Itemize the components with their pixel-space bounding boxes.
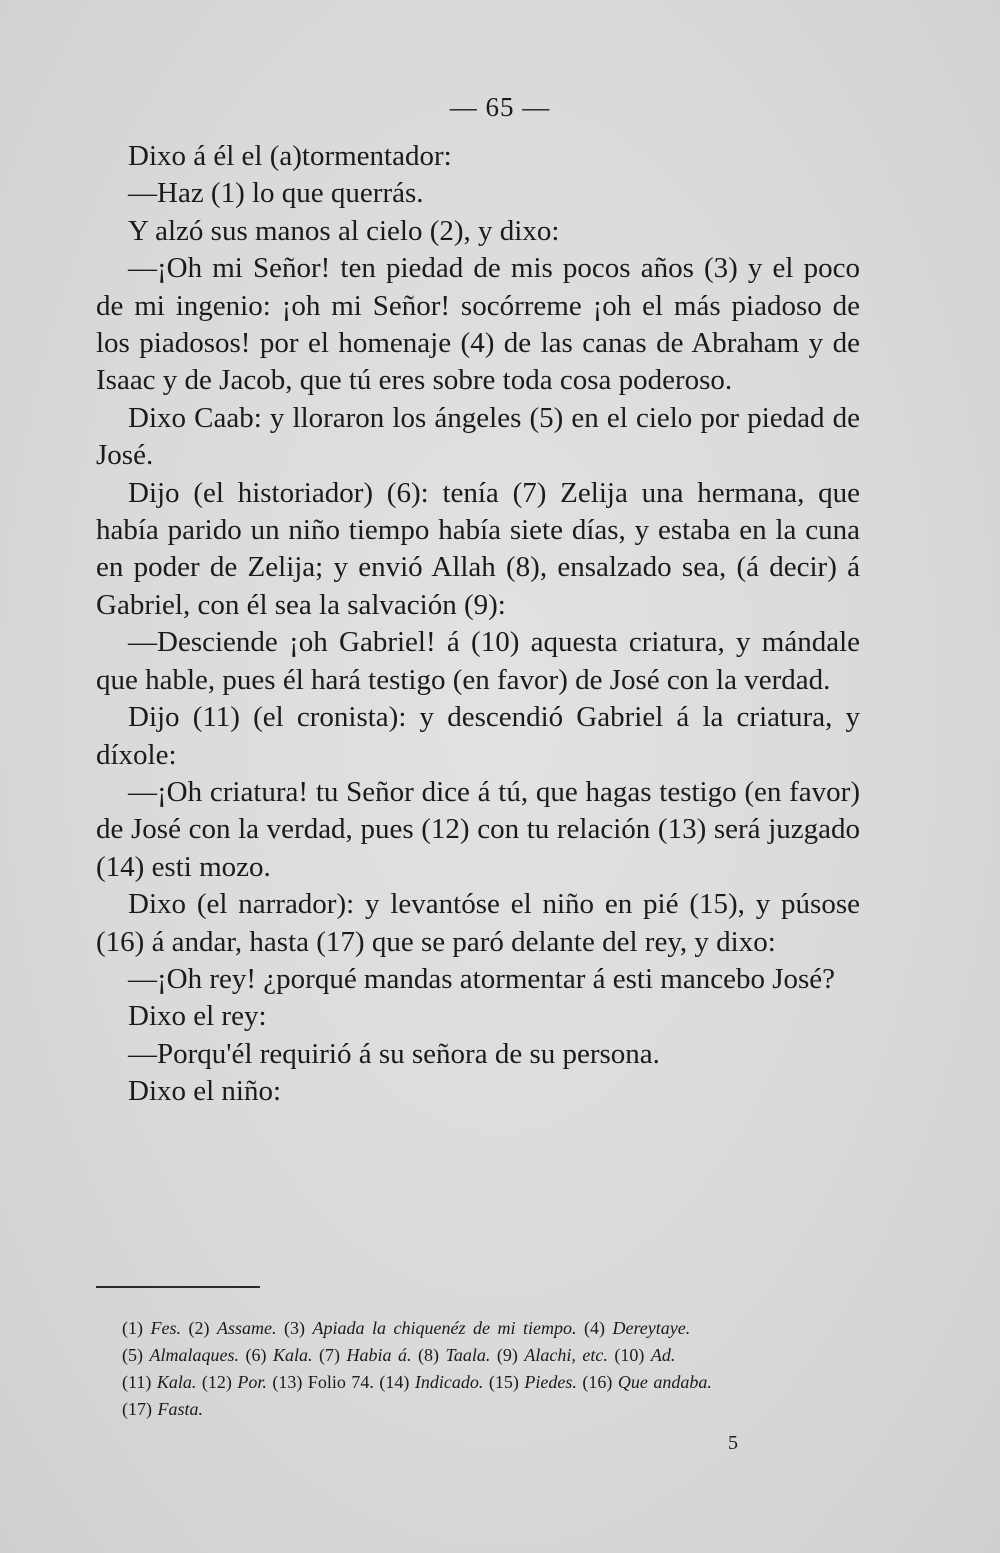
paragraph: —¡Oh rey! ¿porqué mandas atormentar á esti mancebo José? — [128, 962, 836, 995]
footnote-number: (16) — [582, 1372, 613, 1392]
footnote-text: Piedes. — [524, 1372, 577, 1392]
footnote-number: (7) — [319, 1345, 341, 1365]
footnote — [582, 1372, 712, 1392]
footnote — [246, 1345, 313, 1365]
footnote-number: (5) — [122, 1345, 143, 1365]
footnote-number: (1) — [122, 1318, 143, 1338]
footnote-text: Kala. — [273, 1345, 313, 1365]
paragraph: Dixo (el narrador): y levantóse el niño en pié (15), y púsose (16) á andar, hasta (17) que se paró delante del rey, y dixo: — [96, 888, 860, 958]
paragraph: —¡Oh criatura! tu Señor dice á tú, que hagas testigo (en favor) de José con la verdad, pues (12) con tu relación (13) será juzgado (14) esti mozo. — [96, 775, 860, 883]
footnote-number: (2) — [188, 1318, 210, 1338]
paragraph: —Porqu'él requirió á su señora de su persona. — [128, 1037, 660, 1070]
footnotes — [122, 1315, 864, 1423]
footnote — [418, 1345, 490, 1365]
footnote — [189, 1318, 277, 1338]
footnote-text: Fasta. — [157, 1399, 204, 1419]
footnote — [489, 1372, 577, 1392]
footnote-text: Taala. — [445, 1345, 491, 1365]
footnote-text: Por. — [237, 1372, 267, 1392]
footnote-text: Almalaques. — [149, 1345, 239, 1365]
paragraph: Dijo (11) (el cronista): y descendió Gabriel á la criatura, y díxole: — [96, 701, 860, 771]
footnote — [284, 1318, 576, 1338]
footnote-line — [122, 1396, 864, 1423]
footnote-number: (3) — [284, 1318, 305, 1338]
footnote-text: Que andaba. — [617, 1372, 712, 1392]
footnote — [122, 1318, 181, 1338]
footnote-number: (17) — [122, 1399, 152, 1419]
paragraph: Dixo el rey: — [128, 1000, 267, 1033]
page-number: — 65 — — [449, 92, 551, 122]
footnote-text: Ad. — [650, 1345, 676, 1365]
footnote-line — [122, 1369, 864, 1396]
footnote-number: (8) — [418, 1345, 440, 1365]
paragraph: —Desciende ¡oh Gabriel! á (10) aquesta criatura, y mándale que hable, pues él hará testigo (en favor) de José con la verdad. — [96, 626, 860, 696]
footnote-number: (4) — [583, 1318, 605, 1338]
paragraph: —¡Oh mi Señor! ten piedad de mis pocos años (3) y el poco de mi ingenio: ¡oh mi Señor! socórreme ¡oh el más piadoso de los piadosos! por el homenaje (4) de las canas de Abraham y de Isaac y de Jacob, que tú eres sobre toda cosa poderoso. — [96, 252, 860, 397]
footnote-line — [122, 1342, 864, 1369]
paragraph: Dixo á él el (a)tormentador: — [128, 140, 452, 172]
footnote-number: (14) — [379, 1372, 410, 1392]
footnote — [272, 1372, 374, 1392]
footnote-number: (15) — [488, 1372, 519, 1392]
footnote-text: Folio 74. — [307, 1372, 374, 1392]
footnote — [122, 1345, 239, 1365]
footnote-number: (12) — [201, 1372, 232, 1392]
paragraph: Y alzó sus manos al cielo (2), y dixo: — [128, 214, 560, 247]
footnote-number: (10) — [614, 1345, 645, 1365]
signature-mark: 5 — [728, 1432, 738, 1454]
paragraph: Dixo Caab: y lloraron los ángeles (5) en el cielo por piedad de José. — [96, 401, 860, 472]
paragraph: Dixo el niño: — [128, 1075, 282, 1108]
footnote — [614, 1345, 675, 1365]
footnote-text: Dereytaye. — [612, 1318, 691, 1338]
footnote — [319, 1345, 412, 1365]
footnote — [122, 1399, 203, 1419]
footnote-text: Habia á. — [346, 1345, 412, 1365]
footnote-rule — [96, 1286, 260, 1288]
footnote-text: Alachi, etc. — [524, 1345, 608, 1365]
body-text — [96, 138, 860, 1111]
footnote-number: (13) — [272, 1372, 303, 1392]
footnote-text: Kala. — [156, 1372, 197, 1392]
footnote-number: (11) — [122, 1372, 152, 1392]
paragraph: Dijo (el historiador) (6): tenía (7) Zelija una hermana, que había parido un niño tiempo había siete días, y estaba en la cuna en poder de Zelija; y envió Allah (8), ensalzado sea, (á decir) á Gabriel, con él sea la salvación (9): — [96, 476, 860, 621]
footnote — [202, 1372, 267, 1392]
footnote-text: Assame. — [217, 1318, 277, 1338]
footnote — [379, 1372, 483, 1392]
footnote-text: Fes. — [150, 1318, 181, 1338]
paragraph: —Haz (1) lo que querrás. — [128, 177, 424, 210]
footnote-number: (9) — [496, 1345, 518, 1365]
footnote-text: Apiada la chiquenéz de mi tiempo. — [312, 1318, 577, 1338]
footnote — [497, 1345, 608, 1365]
footnote — [584, 1318, 690, 1338]
footnote — [122, 1372, 196, 1392]
footnote-text: Indicado. — [414, 1372, 484, 1392]
footnote-line — [122, 1315, 864, 1342]
footnote-number: (6) — [245, 1345, 267, 1365]
